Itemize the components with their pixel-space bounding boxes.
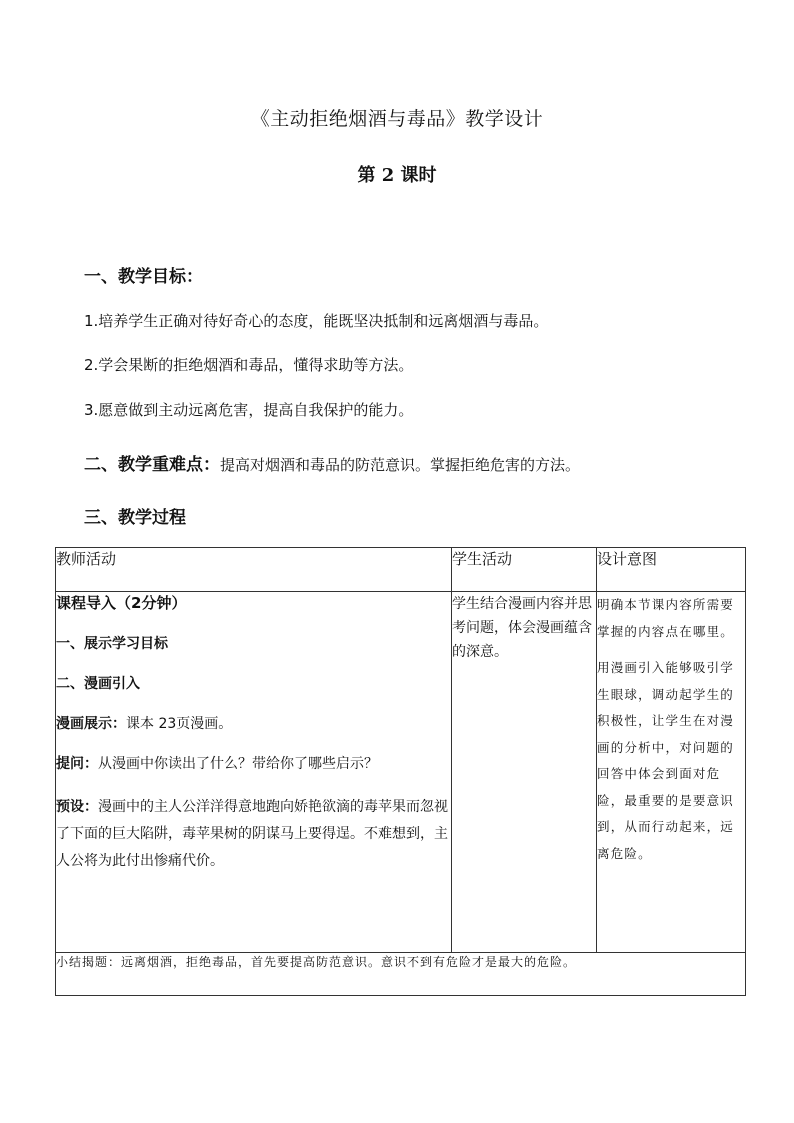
intent-paragraph-1: 明确本节课内容所需要掌握的内容点在哪里。 — [597, 597, 735, 639]
intent-paragraph-2: 用漫画引入能够吸引学生眼球，调动起学生的积极性，让学生在对漫画的分析中，对问题的回答中体会到面对危险，最重要的是要意识到，从而行动起来，远离危险。 — [597, 660, 735, 861]
key-points-label: 二、教学重难点： — [84, 455, 220, 475]
preset-line — [56, 794, 451, 875]
summary-row — [56, 953, 746, 996]
process-heading: 三、教学过程 — [84, 508, 186, 528]
lesson-process-table — [55, 547, 746, 996]
goal-item-2: 2.学会果断的拒绝烟酒和毒品，懂得求助等方法。 — [84, 356, 414, 374]
step-comic-intro: 二、漫画引入 — [56, 676, 140, 692]
comic-display-line — [56, 714, 451, 735]
intro-title: 课程导入（2分钟） — [56, 594, 187, 612]
goal-item-3: 3.愿意做到主动远离危害，提高自我保护的能力。 — [84, 401, 414, 419]
document-title: 《主动拒绝烟酒与毒品》教学设计 — [250, 108, 544, 130]
key-points-heading — [84, 450, 580, 475]
student-activity-cell: 学生结合漫画内容并思考问题，体会漫画蕴含的深意。 — [452, 592, 597, 953]
lesson-period: 第 2 课时 — [357, 165, 437, 186]
header-teacher-activity: 教师活动 — [56, 548, 452, 592]
question-text: 从漫画中你读出了什么？带给你了哪些启示？ — [98, 756, 378, 772]
design-intent-cell — [597, 592, 746, 953]
table-header-row — [56, 548, 746, 592]
comic-display-text: 课本 23页漫画。 — [126, 716, 233, 732]
preset-text: 漫画中的主人公洋洋得意地跑向娇艳欲滴的毒苹果而忽视了下面的巨大陷阱，毒苹果树的阴谋马上要得逞。不难想到，主人公将为此付出惨痛代价。 — [56, 799, 448, 869]
question-label: 提问： — [56, 756, 98, 772]
key-points-text: 提高对烟酒和毒品的防范意识。掌握拒绝危害的方法。 — [220, 456, 581, 474]
step-show-goals: 一、展示学习目标 — [56, 636, 168, 652]
comic-display-label: 漫画展示： — [56, 716, 126, 732]
goal-item-1: 1.培养学生正确对待好奇心的态度，能既坚决抵制和远离烟酒与毒品。 — [84, 312, 549, 330]
teacher-activity-cell — [56, 592, 452, 953]
summary-cell: 小结揭题：远离烟酒，拒绝毒品，首先要提高防范意识。意识不到有危险才是最大的危险。 — [56, 953, 746, 996]
goals-heading: 一、教学目标： — [84, 267, 203, 287]
table-row — [56, 592, 746, 953]
preset-label: 预设： — [56, 799, 98, 815]
question-line — [56, 754, 451, 775]
header-student-activity: 学生活动 — [452, 548, 597, 592]
header-design-intent: 设计意图 — [597, 548, 746, 592]
